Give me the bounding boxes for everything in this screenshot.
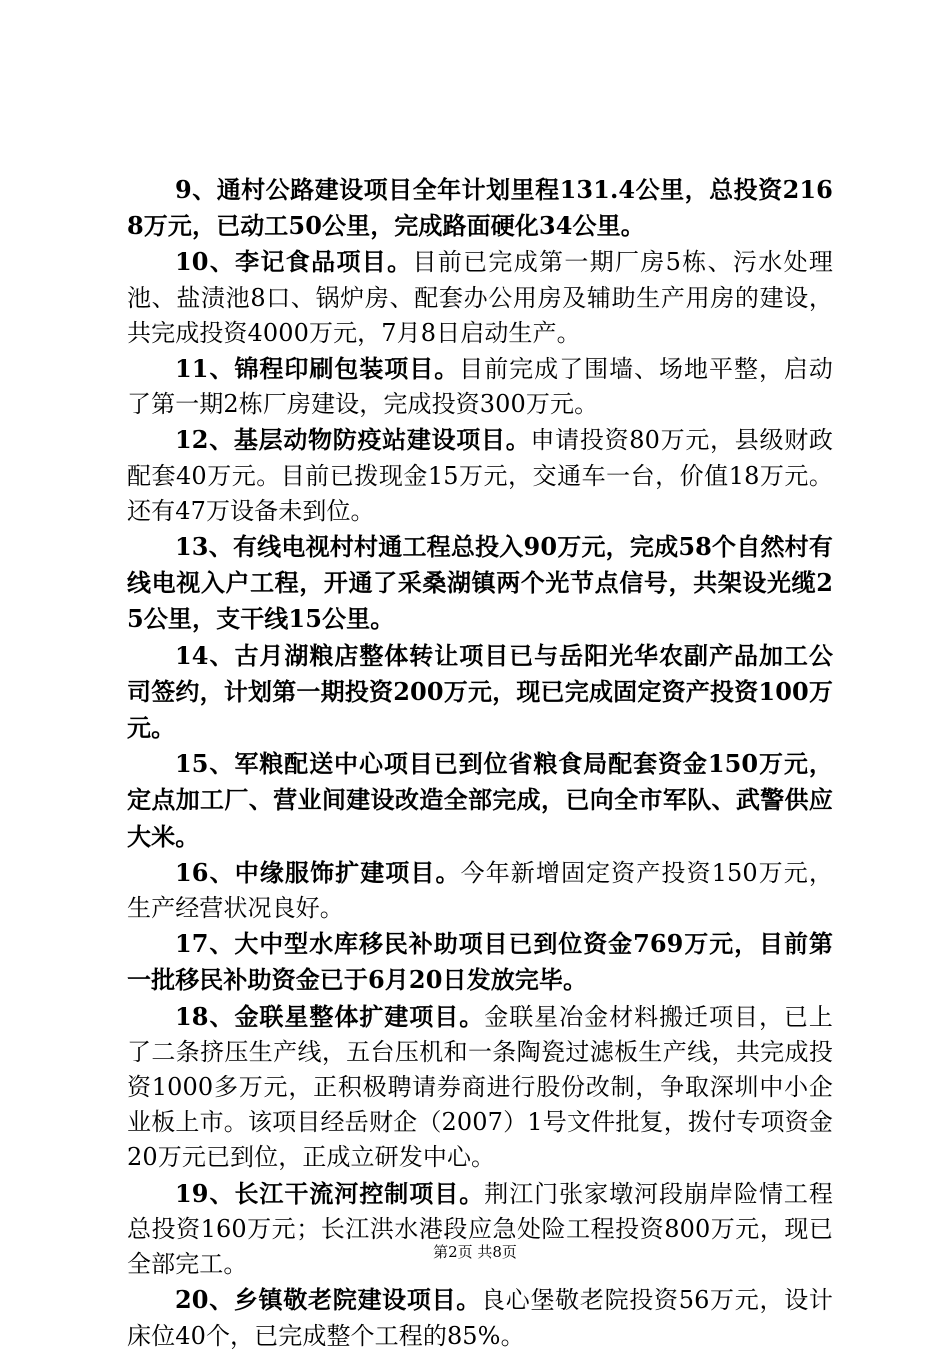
paragraph-item — [127, 926, 833, 998]
document-body — [127, 172, 833, 1354]
paragraph-number: 17、 — [175, 929, 235, 959]
paragraph-text: 目前完成了围墙、场地平整，启动了第一期2栋厂房建设，完成投资300万元。 — [127, 355, 833, 419]
paragraph-text: 申请投资80万元，县级财政配套40万元。目前已拨现金15万元，交通车一台，价值18万元。还有47万设备未到位。 — [127, 426, 834, 525]
paragraph-number: 14、 — [175, 640, 235, 670]
paragraph-item — [127, 1176, 833, 1283]
paragraph-text: 今年新增固定资产投资150万元，生产经营状况良好。 — [127, 858, 833, 923]
paragraph-item — [127, 855, 833, 926]
paragraph-number: 11、 — [175, 354, 235, 384]
paragraph-text: 大中型水库移民补助项目已到位资金769万元，目前第一批移民补助资金已于6月20日发放完毕。 — [127, 929, 833, 995]
paragraph-item — [127, 638, 833, 747]
paragraph-number: 19、 — [175, 1178, 235, 1208]
paragraph-heading: 乡镇敬老院建设项目。 — [233, 1285, 482, 1315]
paragraph-heading: 基层动物防疫站建设项目。 — [233, 425, 531, 455]
paragraph-text: 荆江门张家墩河段崩岸险情工程总投资160万元；长江洪水港段应急处险工程投资800万元，现已全部完工。 — [127, 1179, 834, 1279]
paragraph-heading: 中缘服饰扩建项目。 — [234, 857, 461, 887]
paragraph-text: 金联星冶金材料搬迁项目，已上了二条挤压生产线，五台压机和一条陶瓷过滤板生产线，共完成投资1000多万元，正积极聘请券商进行股份改制，争取深圳中小企业板上市。该项目经岳财企（2007）1号文件批复，拨付专项资金20万元已到位，正成立研发中心。 — [127, 1002, 834, 1172]
paragraph-number: 12、 — [175, 425, 234, 455]
paragraph-number: 13、 — [175, 532, 233, 562]
paragraph-heading: 金联星整体扩建项目。 — [234, 1001, 485, 1031]
paragraph-text: 有线电视村村通工程总投入90万元，完成58个自然村有线电视入户工程，开通了采桑湖镇两个光节点信号，共架设光缆25公里，支干线15公里。 — [127, 532, 833, 634]
paragraph-number: 15、 — [175, 749, 235, 779]
paragraph-text: 目前已完成第一期厂房5栋、污水处理池、盐渍池8口、锅炉房、配套办公用房及辅助生产用房的建设，共完成投资4000万元，7月8日启动生产。 — [127, 248, 834, 347]
paragraph-text: 良心堡敬老院投资56万元，设计床位40个，已完成整个工程的85%。 — [127, 1286, 833, 1350]
paragraph-heading: 锦程印刷包装项目。 — [234, 354, 460, 384]
paragraph-item — [127, 529, 833, 638]
paragraph-number: 20、 — [175, 1285, 234, 1315]
paragraph-item — [127, 244, 833, 351]
paragraph-heading: 李记食品项目。 — [235, 247, 413, 277]
paragraph-item — [127, 1282, 833, 1353]
paragraph-number: 16、 — [175, 857, 235, 887]
paragraph-item — [127, 746, 833, 855]
paragraph-text: 军粮配送中心项目已到位省粮食局配套资金150万元，定点加工厂、营业间建设改造全部完成，已向全市军队、武警供应大米。 — [127, 749, 833, 851]
paragraph-item — [127, 172, 833, 244]
page-footer: 第2页 共8页 — [433, 1243, 517, 1261]
paragraph-number: 10、 — [175, 247, 236, 277]
paragraph-text: 通村公路建设项目全年计划里程131.4公里，总投资2168万元，已动工50公里，完成路面硬化34公里。 — [127, 175, 833, 241]
paragraph-text: 古月湖粮店整体转让项目已与岳阳光华农副产品加工公司签约，计划第一期投资200万元，现已完成固定资产投资100万元。 — [127, 640, 833, 743]
paragraph-item — [127, 999, 833, 1176]
paragraph-item — [127, 422, 833, 529]
paragraph-number: 18、 — [175, 1001, 235, 1031]
paragraph-item — [127, 351, 833, 422]
paragraph-heading: 长江干流河控制项目。 — [234, 1178, 485, 1208]
paragraph-number: 9、 — [175, 175, 217, 204]
